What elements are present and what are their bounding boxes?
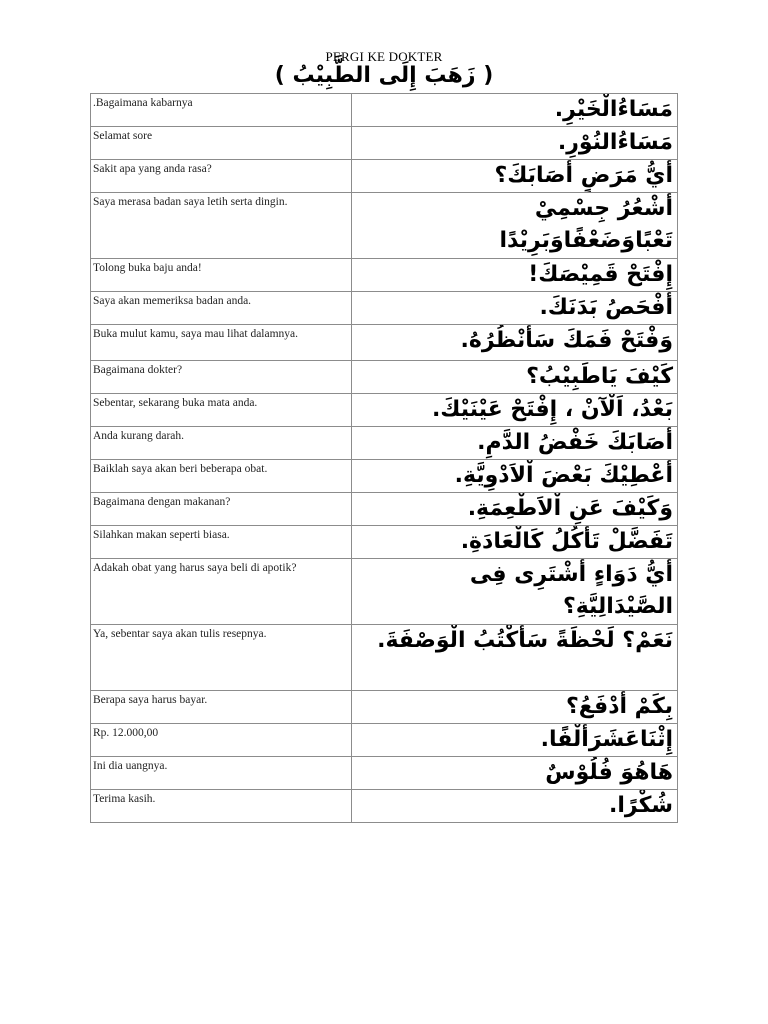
indonesian-phrase: Selamat sore [91,127,352,160]
arabic-phrase: هَاهُوَ فُلُوْسٌ [352,757,678,790]
indonesian-phrase: Ya, sebentar saya akan tulis resepnya. [91,625,352,691]
table-row [91,790,678,823]
indonesian-phrase: .Bagaimana kabarnya [91,94,352,127]
indonesian-phrase: Buka mulut kamu, saya mau lihat dalamnya. [91,325,352,361]
arabic-phrase: إِفْتَحْ قَمِيْصَكَ! [352,259,678,292]
table-row [91,259,678,292]
indonesian-phrase: Rp. 12.000,00 [91,724,352,757]
arabic-phrase: مَسَاءُالْخَيْرِ. [352,94,678,127]
table-row [91,724,678,757]
table-row [91,292,678,325]
indonesian-phrase: Bagaimana dengan makanan? [91,493,352,526]
indonesian-phrase: Tolong buka baju anda! [91,259,352,292]
indonesian-phrase: Adakah obat yang harus saya beli di apotik? [91,559,352,625]
table-row [91,460,678,493]
table-row [91,493,678,526]
indonesian-phrase: Ini dia uangnya. [91,757,352,790]
page-title: PERGI KE DOKTER [325,49,443,64]
indonesian-phrase: Sebentar, sekarang buka mata anda. [91,394,352,427]
indonesian-phrase: Silahkan makan seperti biasa. [91,526,352,559]
arabic-phrase: وَفْتَحْ فَمَكَ سَأَنْظُرُهُ. [352,325,678,361]
dialog-table-body [91,94,678,823]
arabic-phrase: كَيْفَ يَاطَبِيْبُ؟ [352,361,678,394]
arabic-phrase: أَشْعُرُ جِسْمِيْ تَعْبًاوَضَعْفًاوَبَرِيْدًا [352,193,678,259]
page-subtitle: ( زَهَبَ إِلَى الطَّبِيْبُ ) [274,63,494,88]
table-row [91,625,678,691]
arabic-phrase: أَفْحَصُ بَدَنَكَ. [352,292,678,325]
table-row [91,325,678,361]
arabic-phrase: إِثْنَاعَشَرَأَلْفًا. [352,724,678,757]
table-row [91,127,678,160]
indonesian-phrase: Sakit apa yang anda rasa? [91,160,352,193]
indonesian-phrase: Bagaimana dokter? [91,361,352,394]
dialog-table [90,93,678,823]
arabic-phrase: بَعْدُ، اَلْآنْ ، إِفْتَحْ عَيْنَيْكَ. [352,394,678,427]
table-row [91,559,678,625]
table-row [91,526,678,559]
arabic-phrase: وَكَيْفَ عَنِ اْلاَطْعِمَةِ. [352,493,678,526]
table-row [91,427,678,460]
arabic-phrase: مَسَاءُالنُوْرِ. [352,127,678,160]
arabic-phrase: نَعَمْ؟ لَحْظَةً سَأَكْتُبُ الْوَصْفَةَ. [352,625,678,691]
arabic-phrase: أُعْطِيْكَ بَعْضَ اْلاَدْوِيَّةِ. [352,460,678,493]
arabic-phrase: تَفَضَّلْ تَأْكُلُ كَالْعَادَةِ. [352,526,678,559]
arabic-phrase: أَصَابَكَ خَفْضُ الدَّمِ. [352,427,678,460]
indonesian-phrase: Terima kasih. [91,790,352,823]
indonesian-phrase: Saya akan memeriksa badan anda. [91,292,352,325]
indonesian-phrase: Saya merasa badan saya letih serta dingin. [91,193,352,259]
indonesian-phrase: Baiklah saya akan beri beberapa obat. [91,460,352,493]
indonesian-phrase: Anda kurang darah. [91,427,352,460]
table-row [91,361,678,394]
table-row [91,94,678,127]
arabic-phrase: بِكَمْ أَدْفَعُ؟ [352,691,678,724]
arabic-phrase: شُكْرًا. [352,790,678,823]
arabic-phrase: أَيُّ مَرَضٍ أَصَابَكَ؟ [352,160,678,193]
indonesian-phrase: Berapa saya harus bayar. [91,691,352,724]
table-row [91,193,678,259]
table-row [91,160,678,193]
table-row [91,691,678,724]
table-row [91,394,678,427]
arabic-phrase: أَيُّ دَوَاءٍ أَشْتَرِى فِى الصَّيْدَالِيَّةِ؟ [352,559,678,625]
table-row [91,757,678,790]
